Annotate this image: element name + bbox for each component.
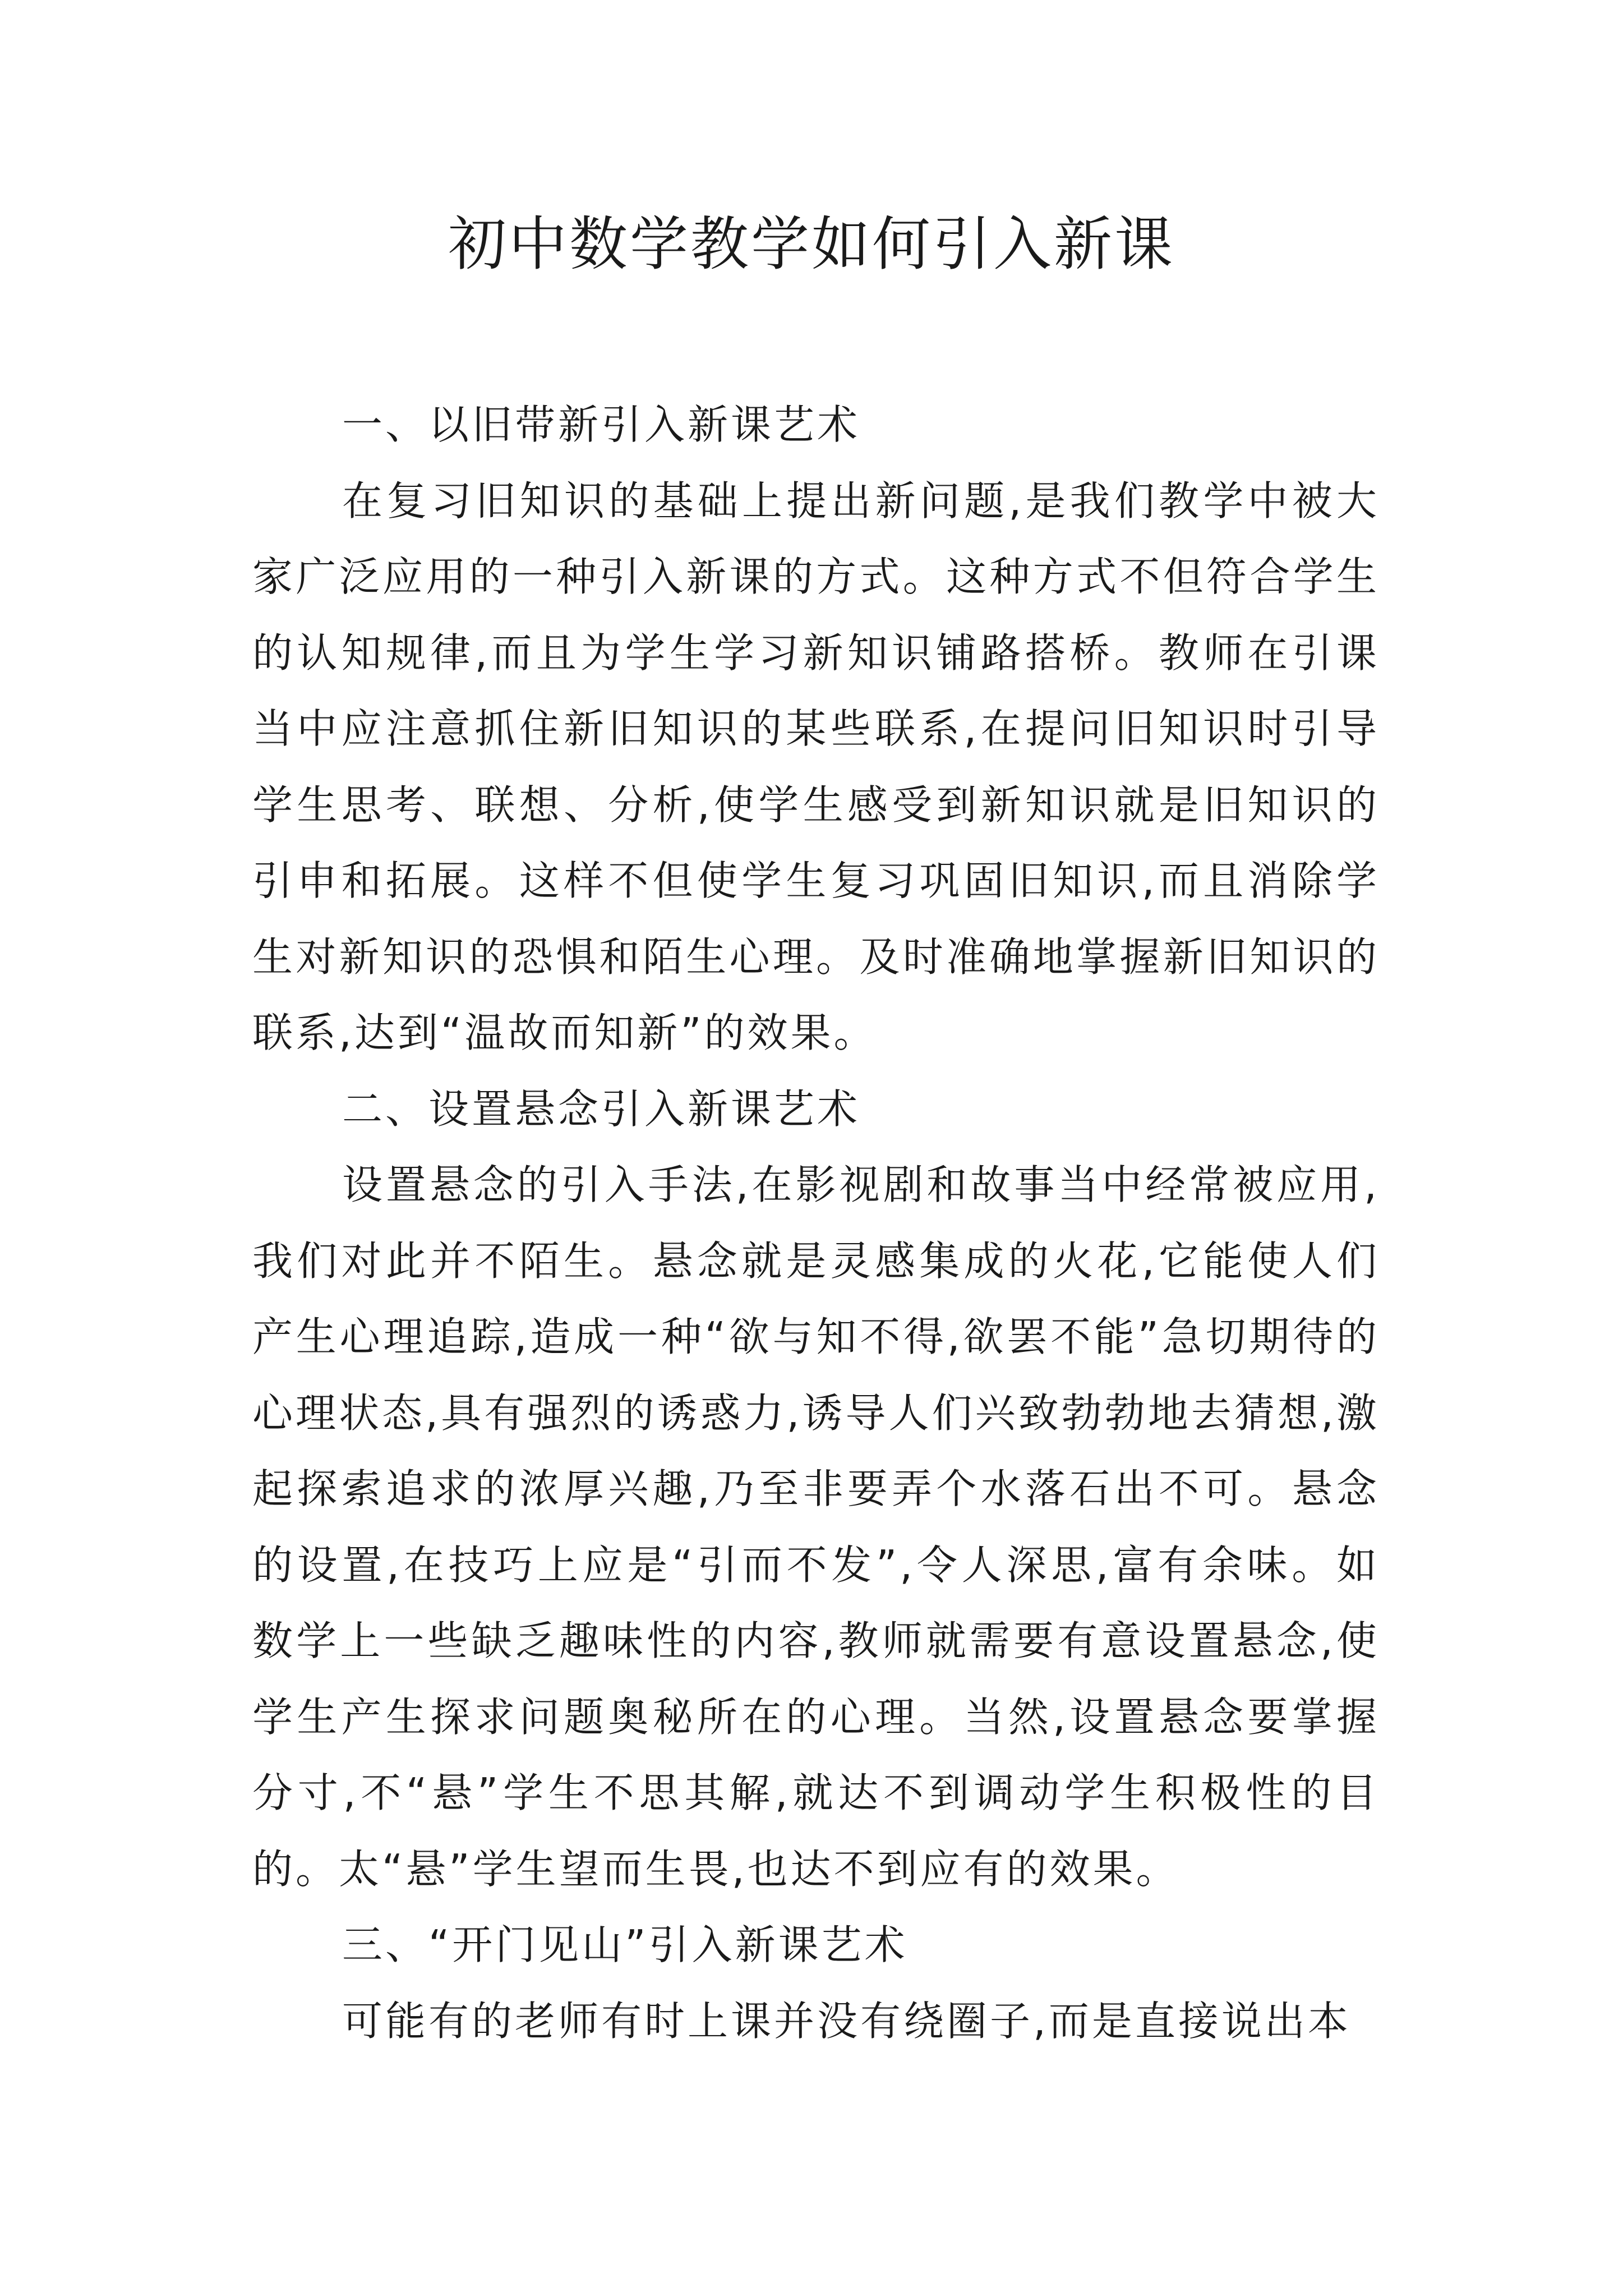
document-title: 初中数学教学如何引入新课 <box>448 210 1175 278</box>
section-heading-1: 一、以旧带新引入新课艺术 <box>342 401 861 448</box>
paragraph-1: 在复习旧知识的基础上提出新问题,是我们教学中被大家广泛应用的一种引入新课的方式。这种方式不但符合学生的认知规律,而且为学生学习新知识铺路搭桥。教师在引课当中应注意抓住新旧知识的某些联系,在提问旧知识时引导学生思考、联想、分析,使学生感受到新知识就是旧知识的引申和拓展。这样不但使学生复习巩固旧知识,而且消除学生对新知识的恐惧和陌生心理。及时准确地掌握新旧知识的联系,达到“温故而知新”的效果。 <box>252 477 1380 1056</box>
paragraph-3: 可能有的老师有时上课并没有绕圈子,而是直接说出本 <box>342 1997 1351 2045</box>
document-body <box>252 387 1380 2059</box>
paragraph-2: 设置悬念的引入手法,在影视剧和故事当中经常被应用,我们对此并不陌生。悬念就是灵感集成的火花,它能使人们产生心理追踪,造成一种“欲与知不得,欲罢不能”急切期待的心理状态,具有强烈的诱惑力,诱导人们兴致勃勃地去猜想,激起探索追求的浓厚兴趣,乃至非要弄个水落石出不可。悬念的设置,在技巧上应是“引而不发”,令人深思,富有余味。如数学上一些缺乏趣味性的内容,教师就需要有意设置悬念,使学生产生探求问题奥秘所在的心理。当然,设置悬念要掌握分寸,不“悬”学生不思其解,就达不到调动学生积极性的目的。太“悬”学生望而生畏,也达不到应有的效果。 <box>252 1161 1380 1893</box>
section-heading-2: 二、设置悬念引入新课艺术 <box>342 1085 861 1133</box>
section-heading-3: 三、“开门见山”引入新课艺术 <box>342 1921 908 1968</box>
